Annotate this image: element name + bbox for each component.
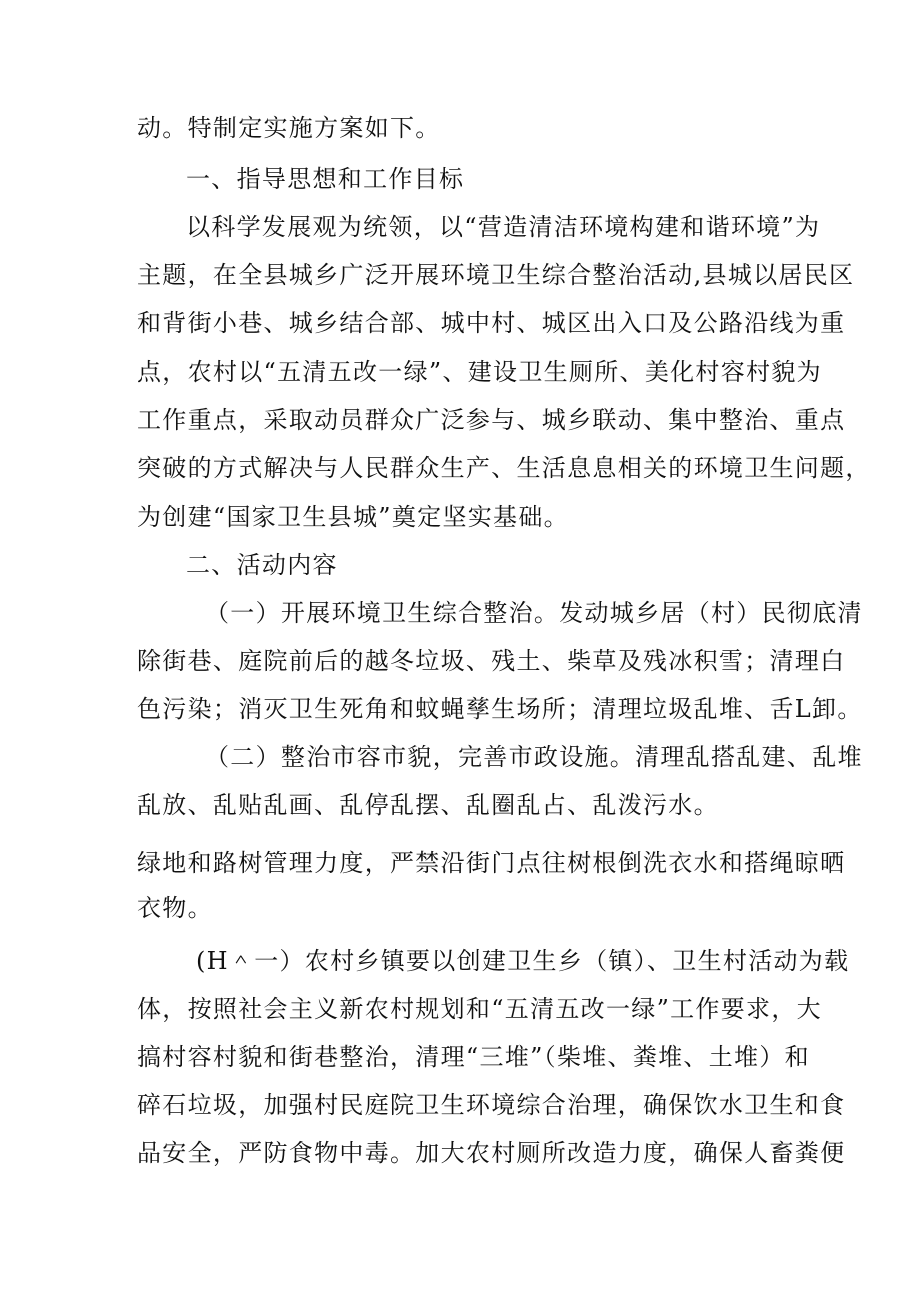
section-heading: 一、指导思想和工作目标 xyxy=(186,165,465,193)
body-text-line: 碎石垃圾，加强村民庭院卫生环境综合治理，确保饮水卫生和食 xyxy=(137,1091,846,1119)
body-text-line: 体，按照社会主义新农村规划和“五清五改一绿”工作要求，大 xyxy=(137,995,822,1023)
body-text-line: 绿地和路树管理力度，严禁沿街门点往树根倒洗衣水和搭绳晾晒 xyxy=(137,849,846,877)
body-text-line: 主题，在全县城乡广泛开展环境卫生综合整治活动,县城以居民区 xyxy=(137,261,855,289)
body-text-line: 和背街小巷、城乡结合部、城中村、城区出入口及公路沿线为重 xyxy=(137,309,846,337)
section-heading: 二、活动内容 xyxy=(186,551,338,579)
body-text-line: 品安全，严防食物中毒。加大农村厕所改造力度，确保人畜粪便 xyxy=(137,1139,846,1167)
body-text-line: 为创建“国家卫生县城”奠定坚实基础。 xyxy=(137,503,569,531)
body-text-line: 动。特制定实施方案如下。 xyxy=(137,114,441,142)
body-text-line: （一）开展环境卫生综合整治。发动城乡居（村）民彻底清 xyxy=(205,599,863,627)
body-text-line: 除街巷、庭院前后的越冬垃圾、残土、柴草及残冰积雪；清理白 xyxy=(137,647,846,675)
body-text-line: (H＾一）农村乡镇要以创建卫生乡（镇）、卫生村活动为载 xyxy=(196,947,850,975)
body-text-line: 色污染；消灭卫生死角和蚊蝇孳生场所；清理垃圾乱堆、舌L卸。 xyxy=(137,695,863,723)
body-text-line: 工作重点，采取动员群众广泛参与、城乡联动、集中整治、重点 xyxy=(137,406,846,434)
body-text-line: 乱放、乱贴乱画、乱停乱摆、乱圈乱占、乱泼污水。 xyxy=(137,791,719,819)
body-text-line: （二）整治市容市貌，完善市政设施。清理乱搭乱建、乱堆 xyxy=(205,743,863,771)
body-text-line: 点，农村以“五清五改一绿”、建设卫生厕所、美化村容村貌为 xyxy=(137,358,822,386)
body-text-line: 以科学发展观为统领，以“营造清洁环境构建和谐环境”为 xyxy=(186,213,821,241)
body-text-line: 搞村容村貌和街巷整治，清理“三堆”（柴堆、粪堆、土堆）和 xyxy=(137,1043,810,1071)
body-text-line: 衣物。 xyxy=(137,894,213,922)
body-text-line: 突破的方式解决与人民群众生产、生活息息相关的环境卫生问题， xyxy=(137,454,871,482)
